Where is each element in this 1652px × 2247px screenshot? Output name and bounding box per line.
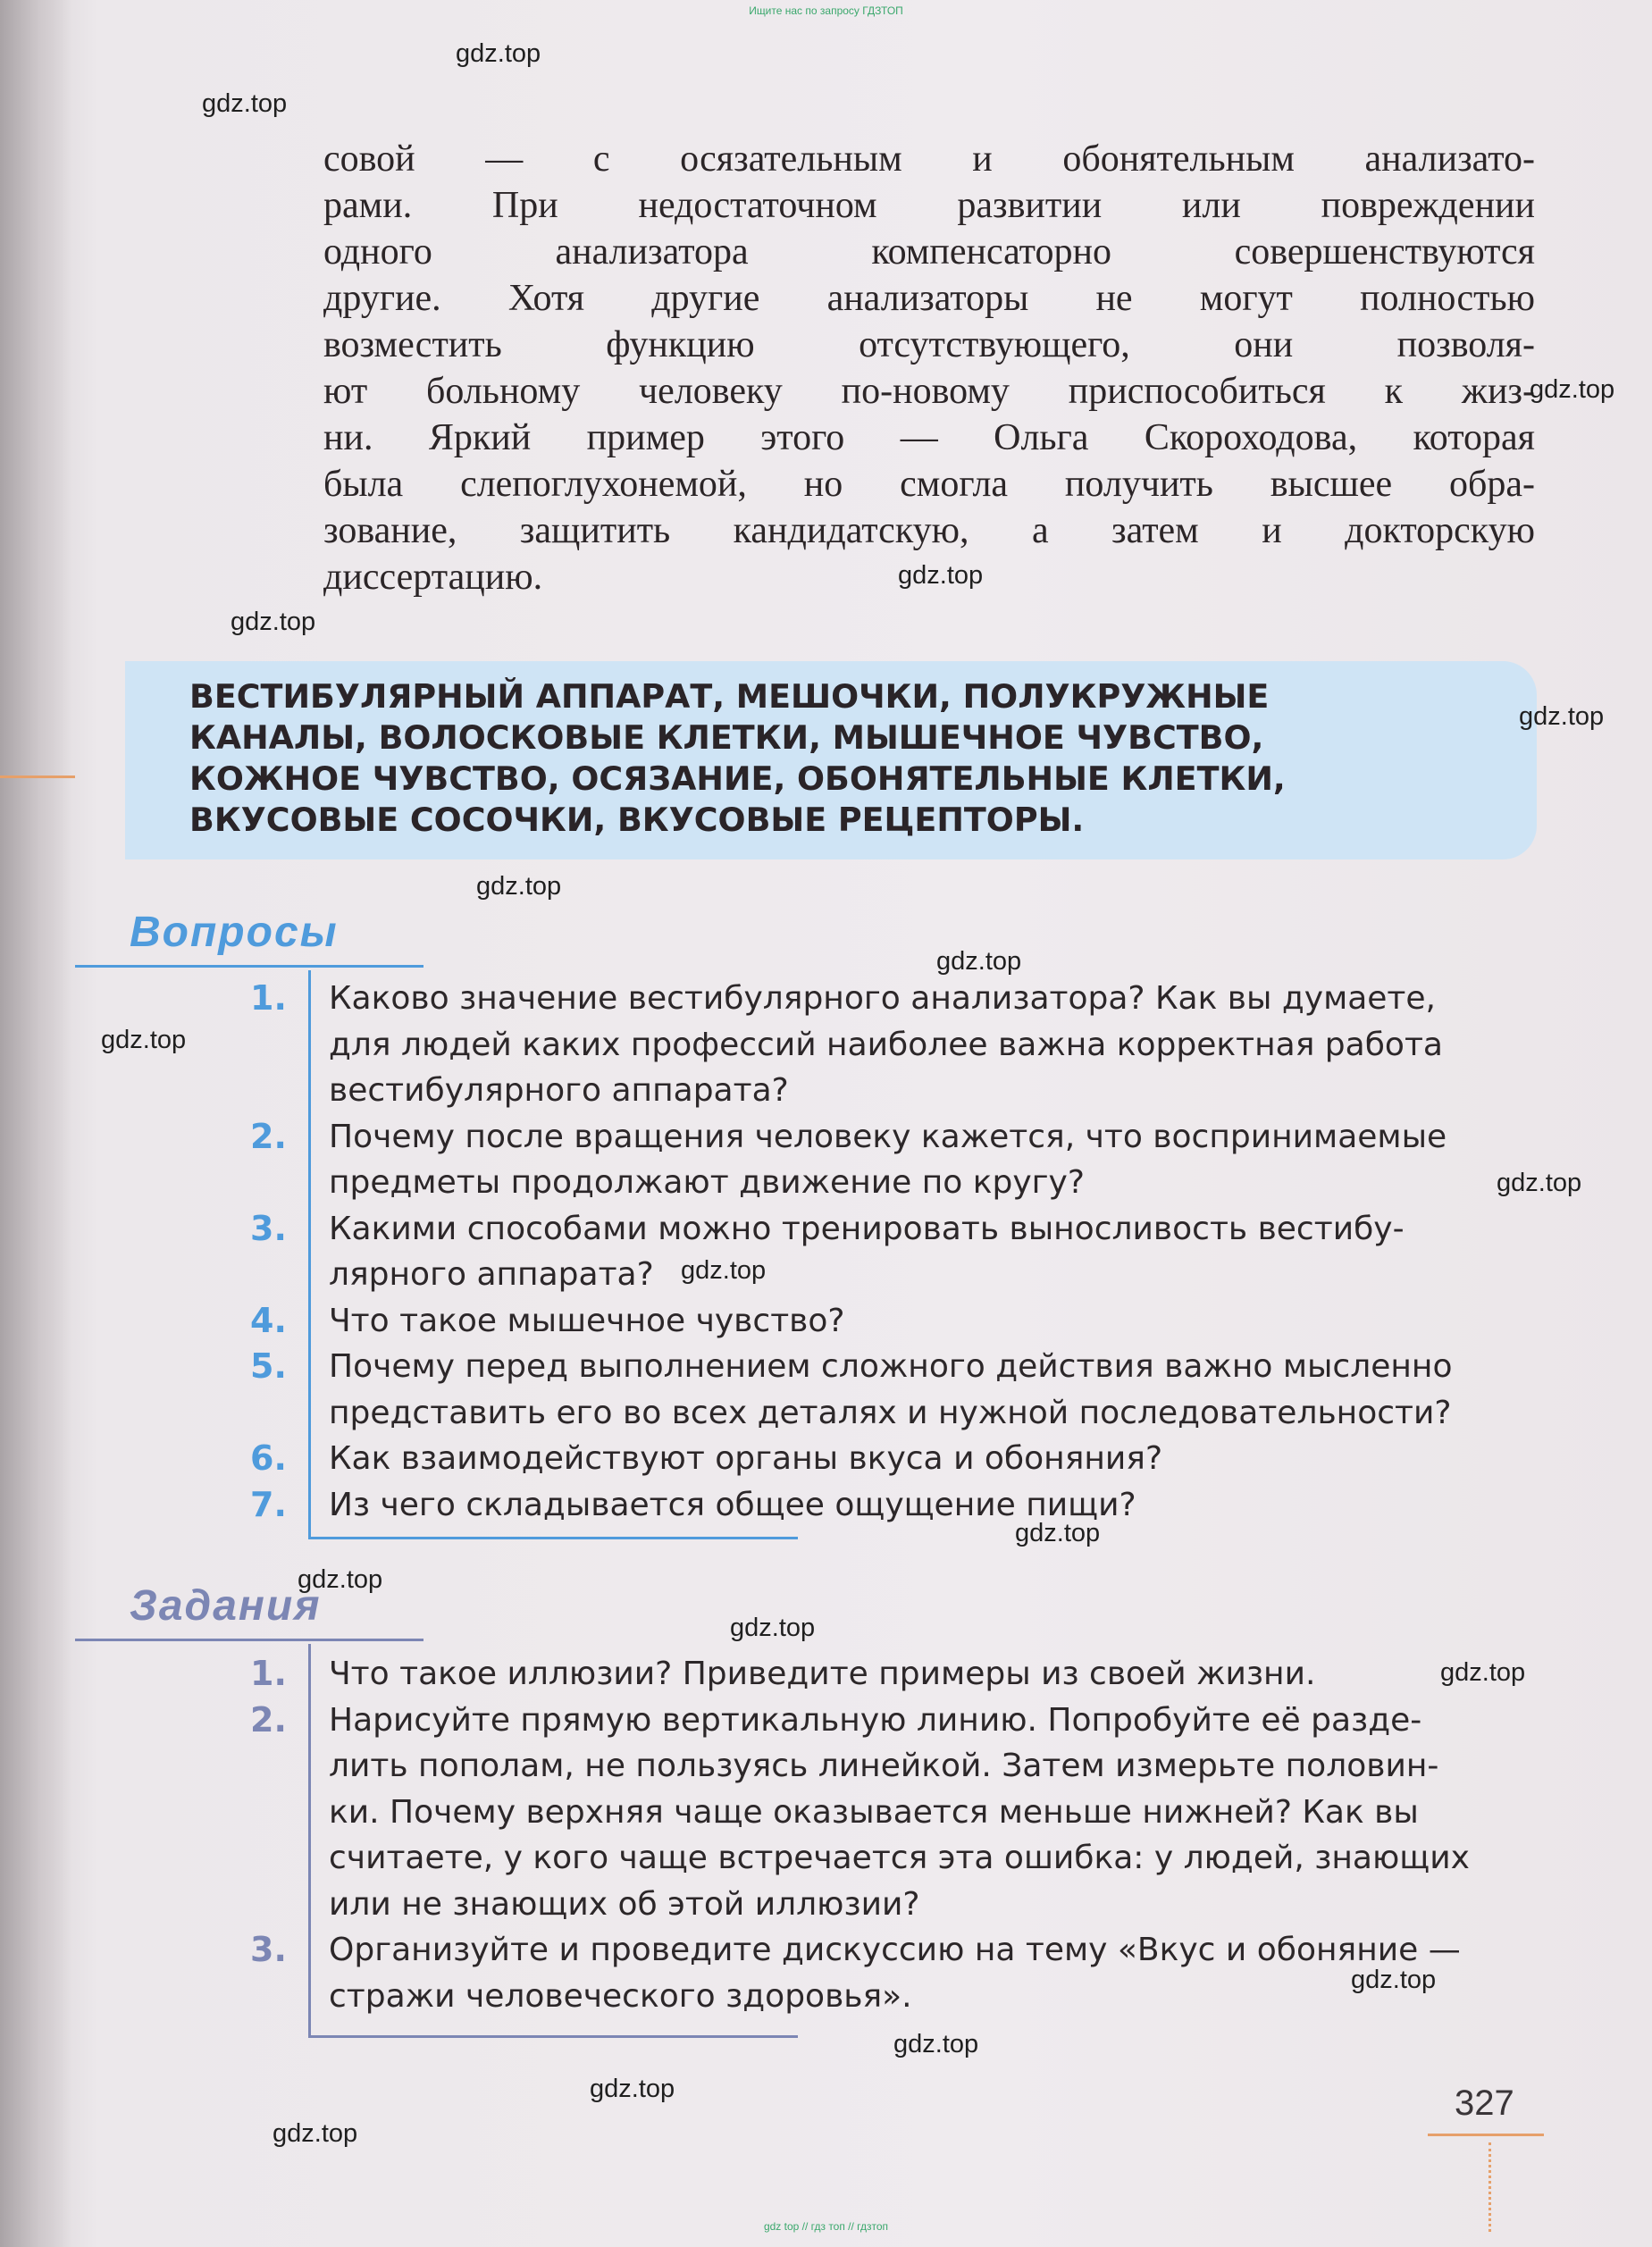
tasks-list <box>250 1651 1546 2019</box>
watermark: gdz.top <box>1440 1658 1526 1687</box>
item-number: 4. <box>250 1300 287 1340</box>
item-line: Почему перед выполнением сложного действия важно мысленно <box>329 1348 1453 1385</box>
body-line: рами. При недостаточном развитии или повреждении <box>323 185 1535 226</box>
questions-list <box>250 976 1546 1528</box>
item-text <box>329 1698 1546 1928</box>
item-line: Что такое иллюзии? Приведите примеры из своей жизни. <box>329 1656 1316 1692</box>
watermark: gdz.top <box>1351 1966 1437 1994</box>
item-line: или не знающих об этой иллюзии? <box>329 1885 920 1923</box>
question-item <box>250 1298 1546 1345</box>
watermark: gdz.top <box>681 1256 767 1285</box>
watermark: gdz.top <box>1497 1169 1582 1197</box>
keywords-line: ВКУСОВЫЕ СОСОЧКИ, ВКУСОВЫЕ РЕЦЕПТОРЫ. <box>189 801 1085 839</box>
body-line: ни. Яркий пример этого — Ольга Скороходова, которая <box>323 417 1535 458</box>
item-text <box>329 1651 1546 1698</box>
item-line: лить пополам, не пользуясь линейкой. Затем измерьте половин- <box>329 1748 1439 1784</box>
body-paragraph <box>323 136 1535 600</box>
item-line: Какими способами можно тренировать выносливость вестибу- <box>329 1210 1405 1247</box>
questions-title: Вопросы <box>130 909 339 956</box>
footer-note: gdz top // гдз топ // гдзтоп <box>763 2220 889 2233</box>
item-number: 7. <box>250 1484 287 1524</box>
item-line: Из чего складывается общее ощущение пищи? <box>329 1486 1136 1523</box>
body-line: ют больному человеку по-новому приспособиться к жиз- <box>323 371 1535 412</box>
item-text <box>329 1114 1546 1206</box>
question-item <box>250 1436 1546 1482</box>
item-line: Что такое мышечное чувство? <box>329 1302 845 1339</box>
body-line: возместить функцию отсутствующего, они позволя- <box>323 324 1535 365</box>
question-item <box>250 1482 1546 1529</box>
keywords-text <box>189 676 1422 841</box>
item-line: предметы продолжают движение по кругу? <box>329 1164 1085 1201</box>
page-number-rule <box>1428 2134 1544 2136</box>
question-item <box>250 1114 1546 1206</box>
questions-title-rule <box>75 965 423 968</box>
watermark: gdz.top <box>202 89 288 118</box>
item-text <box>329 1436 1546 1482</box>
keywords-line: КАНАЛЫ, ВОЛОСКОВЫЕ КЛЕТКИ, МЫШЕЧНОЕ ЧУВСТВО, <box>189 718 1264 757</box>
item-line: Почему после вращения человеку кажется, что воспринимаемые <box>329 1118 1447 1155</box>
watermark: gdz.top <box>893 2030 979 2058</box>
item-number: 1. <box>250 978 287 1018</box>
body-line: другие. Хотя другие анализаторы не могут полностью <box>323 278 1535 319</box>
watermark: gdz.top <box>898 561 984 590</box>
item-line: ки. Почему верхняя чаще оказывается меньше нижней? Как вы <box>329 1793 1419 1831</box>
tasks-bracket-bottom <box>308 2035 798 2038</box>
watermark: gdz.top <box>1015 1519 1101 1547</box>
item-text <box>329 1344 1546 1436</box>
task-item <box>250 1651 1546 1698</box>
header-note: Ищите нас по запросу ГДЗТОП <box>749 4 903 17</box>
item-number: 2. <box>250 1699 287 1740</box>
book-spine-shadow <box>0 0 71 2247</box>
watermark: gdz.top <box>730 1614 816 1642</box>
item-line: считаете, у кого чаще встречается эта ошибка: у людей, знающих <box>329 1840 1470 1876</box>
item-line: лярного аппарата? <box>329 1256 654 1293</box>
question-item <box>250 976 1546 1114</box>
watermark: gdz.top <box>936 947 1022 976</box>
item-text <box>329 1298 1546 1345</box>
item-number: 1. <box>250 1654 287 1693</box>
watermark: gdz.top <box>476 872 562 901</box>
item-line: Как взаимодействуют органы вкуса и обоняния? <box>329 1440 1163 1477</box>
item-number: 6. <box>250 1438 287 1478</box>
task-item <box>250 1698 1546 1928</box>
item-line: стражи человеческого здоровья». <box>329 1977 912 2015</box>
watermark: gdz.top <box>273 2119 358 2148</box>
item-line: для людей каких профессий наиболее важна корректная работа <box>329 1026 1443 1063</box>
item-number: 3. <box>250 1208 287 1248</box>
body-line: была слепоглухонемой, но смогла получить высшее обра- <box>323 464 1535 505</box>
item-text <box>329 976 1546 1114</box>
tasks-title-rule <box>75 1639 423 1641</box>
watermark: gdz.top <box>1519 702 1605 731</box>
margin-rule <box>0 776 75 778</box>
watermark: gdz.top <box>231 608 316 636</box>
item-line: Организуйте и проведите дискуссию на тему «Вкус и обоняние — <box>329 1932 1461 1968</box>
watermark: gdz.top <box>101 1026 187 1054</box>
item-number: 2. <box>250 1116 287 1156</box>
item-line: Каково значение вестибулярного анализатора? Как вы думаете, <box>329 980 1436 1017</box>
keywords-line: ВЕСТИБУЛЯРНЫЙ АППАРАТ, МЕШОЧКИ, ПОЛУКРУЖНЫЕ <box>189 677 1270 716</box>
body-line: одного анализатора компенсаторно совершенствуются <box>323 231 1535 272</box>
watermark: gdz.top <box>298 1565 383 1594</box>
question-item <box>250 1344 1546 1436</box>
page-number-dots <box>1488 2142 1491 2232</box>
body-line: зование, защитить кандидатскую, а затем и докторскую <box>323 510 1535 551</box>
watermark: gdz.top <box>456 39 541 68</box>
item-text <box>329 1482 1546 1529</box>
item-line: вестибулярного аппарата? <box>329 1072 789 1109</box>
question-item <box>250 1206 1546 1298</box>
body-line: совой — с осязательным и обонятельным анализато- <box>323 138 1535 180</box>
item-line: Нарисуйте прямую вертикальную линию. Попробуйте её разде- <box>329 1701 1422 1739</box>
item-number: 3. <box>250 1930 287 1969</box>
item-text <box>329 1206 1546 1298</box>
watermark: gdz.top <box>1530 375 1615 404</box>
questions-bracket-bottom <box>308 1537 798 1539</box>
tasks-title: Задания <box>130 1582 322 1630</box>
item-line: представить его во всех деталях и нужной последовательности? <box>329 1394 1452 1431</box>
item-number: 5. <box>250 1346 287 1386</box>
keywords-line: КОЖНОЕ ЧУВСТВО, ОСЯЗАНИЕ, ОБОНЯТЕЛЬНЫЕ КЛЕТКИ, <box>189 759 1286 798</box>
body-line: диссертацию. <box>323 557 543 598</box>
watermark: gdz.top <box>590 2075 675 2103</box>
page-number: 327 <box>1455 2084 1514 2123</box>
